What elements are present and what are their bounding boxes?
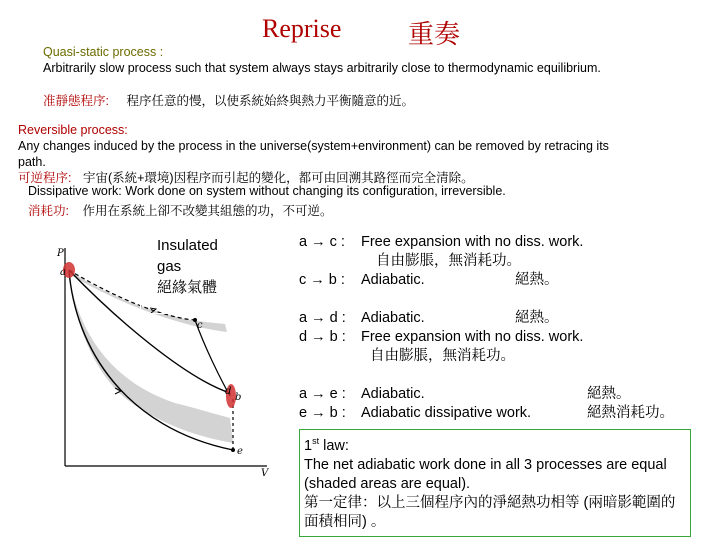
first-law-note [299,429,691,537]
point-e-label: e [237,446,243,457]
process-row-eb-zh: 絕熱消耗功。 [587,405,674,421]
quasistatic-definition: Arbitrarily slow process such that system always stays arbitrarily close to thermodynamic equilibrium. [43,61,601,75]
dissipative-zh-text: 作用在系統上卻不改變其組態的功，不可逆。 [82,204,333,218]
process-desc: Adiabatic. [361,272,425,288]
process-row-eb [299,404,531,423]
insulated-line2: gas [157,258,182,275]
process-desc: Free expansion with no diss. work. [361,234,584,250]
process-row-db [299,328,583,347]
process-desc: Adiabatic. [361,310,425,326]
process-path: e → b : [299,405,346,421]
process-row-ae-zh: 絕熱。 [587,386,631,402]
process-desc: Adiabatic. [361,386,425,402]
process-row-db-zh: 自由膨脹，無消耗功。 [370,348,515,364]
dissipative-zh-label: 消耗功: [28,204,69,218]
process-path: a → c : [299,234,345,250]
process-desc: Adiabatic dissipative work. [361,405,532,421]
first-law-chinese: 第一定律：以上三個程序內的淨絕熱功相等 (兩暗影範圍的面積相同) 。 [304,494,676,530]
quasistatic-definition-zh [43,93,414,109]
title-chinese: 重奏 [408,20,461,50]
quasistatic-heading: Quasi-static process : [43,45,164,59]
point-e [231,448,235,452]
dissipative-definition-zh [28,203,332,219]
quasistatic-zh-text: 程序任意的慢，以使系統始終與熱力平衡隨意的近。 [126,94,414,108]
process-row-ad-zh: 絕熱。 [515,310,559,326]
first-law-english: The net adiabatic work done in all 3 processes are equal (shaded areas are equal). [304,456,667,492]
v-axis-label: V [261,468,269,478]
point-d-label: d [225,386,232,397]
process-row-ad [299,309,425,328]
process-path: a → d : [299,310,346,326]
p-axis-label: P [57,248,64,259]
process-row-ac-zh: 自由膨脹，無消耗功。 [376,253,521,269]
point-b-label: b [235,392,242,403]
dissipative-definition: Dissipative work: Work done on system without changing its configuration, irreversible. [28,184,506,198]
point-c-label: c [197,320,203,331]
reversible-zh-label: 可逆程序: [18,171,72,185]
first-law-heading: 1st law: [304,436,349,454]
process-row-ae [299,385,425,404]
insulated-line3: 絕緣氣體 [157,279,218,296]
reversible-zh-text: 宇宙(系統+環境)因程序而引起的變化，都可由回溯其路徑而完全清除。 [82,171,474,185]
process-path: c → b : [299,272,345,288]
quasistatic-zh-label: 准靜態程序: [43,94,109,108]
reversible-definition-line1: Any changes induced by the process in the universe(system+environment) can be removed by retracing its [18,139,609,153]
process-path: a → e : [299,386,346,402]
process-row-ac [299,233,583,252]
process-path: d → b : [299,329,346,345]
reversible-definition-line2: path. [18,155,46,169]
reversible-heading: Reversible process: [18,123,128,137]
point-a-label: a [60,267,66,278]
process-row-cb-zh: 絕熱。 [515,272,559,288]
process-desc: Free expansion with no diss. work. [361,329,584,345]
process-row-cb [299,271,425,290]
insulated-line1: Insulated [157,237,218,254]
title-english: Reprise [262,14,342,43]
insulated-gas-label [140,222,251,314]
